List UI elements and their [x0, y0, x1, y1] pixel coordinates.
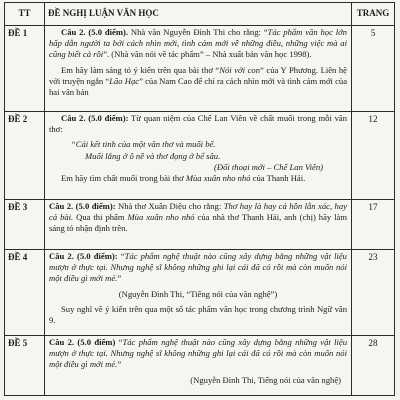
- text-span: ”. (Nhà văn nói về tác phẩm” – Nhà xuất bản văn học 1998).: [103, 49, 312, 60]
- page-number: 23: [352, 250, 395, 336]
- document-page: [4, 0, 394, 400]
- topic-number: ĐỀ 5: [5, 336, 45, 396]
- work-title: Mùa xuân nho nhỏ: [185, 173, 251, 184]
- text-span: “: [115, 337, 123, 347]
- quote-text: Tác phẩm văn học lớn hấp dẫn người ta bởi cách nhìn mới, tình cảm mới về những điều, những việc mà ai cũng biết cả rồi: [49, 27, 347, 60]
- quote-text: Thơ hay là hay cả hồn lẫn xác, hay cả bài.: [49, 201, 347, 223]
- table-header-row: [5, 3, 395, 26]
- quote-source: (Nguyễn Đình Thi, “Tiếng nói của văn nghệ”): [118, 288, 278, 299]
- table-row: [5, 336, 395, 396]
- work-title: Mùa xuân nho nhỏ: [127, 212, 195, 223]
- question-label: Câu 2. (5.0 điểm):: [49, 201, 116, 211]
- text-span: “: [117, 251, 125, 261]
- table-row: [5, 26, 395, 112]
- topic-number: ĐỀ 4: [5, 250, 45, 336]
- text-span: Em hãy làm sáng tỏ ý kiến trên qua bài thơ “: [61, 64, 220, 75]
- page-number: 17: [352, 200, 395, 250]
- poem-line: Muối lắng ở ô nề và thơ đọng ở bể sâu.: [85, 150, 221, 161]
- question-label: Câu 2. (5.0 điểm).: [61, 27, 129, 37]
- question-label: Câu 2. (5.0 điểm):: [49, 251, 118, 261]
- quote-source: (Đối thoại mới – Chế Lan Viên): [214, 161, 323, 172]
- topic-paragraph: [49, 337, 347, 371]
- topic-content: [45, 250, 352, 336]
- topic-paragraph: [49, 65, 347, 99]
- quote-source: (Nguyễn Đình Thi, Tiếng nói của văn nghệ): [190, 374, 341, 385]
- text-span: của Thanh Hải.: [250, 173, 306, 184]
- topic-paragraph: [49, 173, 347, 184]
- table-row: [5, 200, 395, 250]
- page-number: 28: [352, 336, 395, 396]
- topic-paragraph: Suy nghĩ về ý kiến trên qua một số tác phẩm văn học trong chương trình Ngữ văn 9.: [49, 303, 347, 326]
- topic-number: ĐỀ 3: [5, 200, 45, 250]
- question-label: Câu 2. (5.0 điểm): [49, 337, 116, 347]
- quote-text: Tác phẩm nghệ thuật nào cũng xây dựng bằng những vật liệu mượn ở thực tại. Nhưng nghệ sĩ không những ghi lại cái đã có rồi mà còn muốn nói một điều gì mới mẻ.: [49, 251, 347, 284]
- question-label: Câu 2. (5.0 điểm):: [61, 113, 129, 123]
- text-span: Nhà thơ Xuân Diệu cho rằng:: [115, 201, 224, 211]
- text-span: ”: [117, 359, 122, 370]
- essay-topics-table: [4, 2, 395, 396]
- text-span: ” của Nam Cao để chỉ ra cách nhìn mới và tình cảm mới của hai văn bản: [49, 75, 348, 98]
- topic-number: ĐỀ 1: [5, 26, 45, 112]
- topic-content: [45, 200, 352, 250]
- quote-text: Tác phẩm nghệ thuật nào cũng xây dựng bằng những vật liệu mượn ở thực tại. Nhưng nghệ sĩ không những ghi lại cái đã có rồi mà còn muốn nói một điều gì mới mẻ.: [49, 337, 348, 370]
- page-number: 12: [352, 112, 395, 200]
- topic-paragraph: [49, 201, 347, 235]
- header-tt: TT: [5, 3, 45, 26]
- topic-paragraph: [49, 27, 347, 61]
- text-span: ” của Y Phương. Liên hệ với truyện ngắn “: [49, 64, 347, 86]
- table-row: [5, 112, 395, 200]
- page-number: 5: [352, 26, 395, 112]
- header-title: ĐỀ NGHỊ LUẬN VĂN HỌC: [45, 3, 352, 26]
- topic-paragraph: [49, 113, 347, 135]
- poem-line: “Cái kết tinh của một văn thơ và muối bể.: [71, 139, 216, 150]
- topic-content: [45, 26, 352, 112]
- topic-content: [45, 112, 352, 200]
- text-span: Qua thi phẩm: [73, 212, 128, 223]
- topic-paragraph: [49, 251, 347, 285]
- text-span: của nhà thơ Thanh Hải, anh (chị) hãy làm sáng tỏ nhận định trên.: [49, 212, 348, 234]
- work-title: Nói với con: [219, 64, 260, 75]
- header-page: TRANG: [352, 3, 395, 26]
- table-row: [5, 250, 395, 336]
- topic-content: [45, 336, 352, 396]
- text-span: Nhà văn Nguyễn Đình Thi cho rằng: “: [128, 27, 268, 37]
- text-span: ”: [117, 273, 122, 284]
- text-span: Từ quan niệm của Chế Lan Viên về chất muối trong mỗi văn thơ:: [49, 113, 347, 135]
- topic-number: ĐỀ 2: [5, 112, 45, 200]
- work-title: Lão Hạc: [109, 75, 140, 86]
- text-span: Em hãy tìm chất muối trong bài thơ: [61, 173, 186, 184]
